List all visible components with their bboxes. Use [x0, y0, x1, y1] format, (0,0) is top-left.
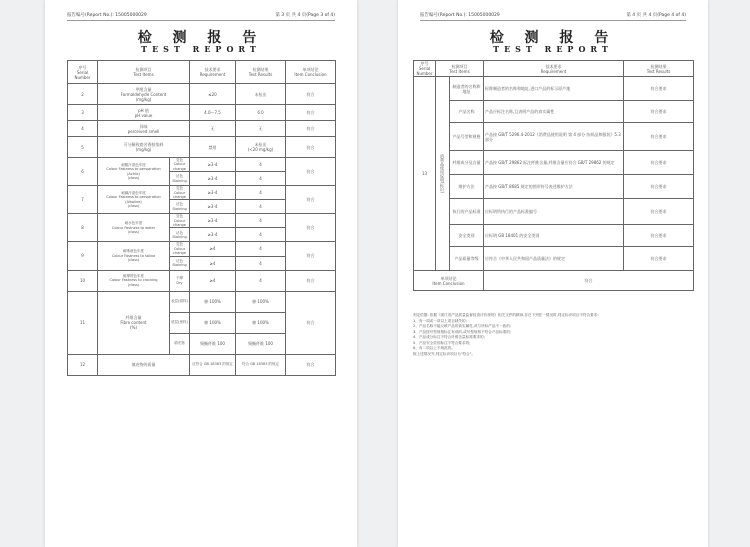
- note-line: 2、产品名称不能反映产品的真实属性,或与所标产品不一致的;: [413, 324, 512, 329]
- col-serial: 序号 Serial Number: [68, 61, 98, 84]
- conclusion-label: 单项结论 Item Conclusion: [414, 271, 484, 291]
- page-header: [67, 12, 335, 21]
- note-line: 6、有二项以上不规范的。: [413, 346, 455, 351]
- col-results: 检测结果 Test Results: [236, 61, 286, 84]
- report-title-en: TEST REPORT: [493, 44, 613, 54]
- report-title-en: TEST REPORT: [141, 44, 261, 54]
- table-row: 填充物 聚酯纤维 100 聚酯纤维 100: [68, 333, 336, 354]
- table-row: 12 填充物的质量 应符合 GB 18383 的规定 符合 GB 18383 的规定 符合: [68, 354, 336, 375]
- conclusion-value: 符合: [484, 271, 694, 291]
- page-header: [420, 12, 686, 21]
- table-row: 2 甲醛含量 Formaldehyde Content (mg/kg) ≤20 未检出 符合: [68, 84, 336, 105]
- note-line: 判定依据: 依据《浙江省产品质量监督检查评价规则》相关文件的精神,存在下列任一情况时,判定标识项目不符合要求:: [413, 313, 599, 317]
- table-row: 产品号型和规格 产品按 GB/T 5296.4-2012《消费品使用说明 第 4 部分 纺织品和服装》5.3 部分 符合要求: [414, 123, 694, 151]
- note-line: 除上述情况外,判定标识项目为"符合"。: [413, 351, 475, 356]
- col-test-items: 检测项目 Test Items: [98, 61, 190, 84]
- report-page-4: [398, 0, 708, 547]
- col-test-items: 检测项目 Test Items: [436, 61, 484, 77]
- table-row: 沾色 Staining ≥3-4 4: [68, 200, 336, 214]
- col-conclusion: 单项结论 Item Conclusion: [286, 61, 336, 84]
- judgement-notes: [413, 313, 693, 358]
- note-line: 1、有一项或一项以上项目缺失的;: [413, 318, 467, 323]
- table-row: 4 异味 perceived smell 无 无 符合: [68, 121, 336, 137]
- table-row: 执行的产品标准 应标明所执行的产品标准编号 符合要求: [414, 199, 694, 225]
- table-row: 6 耐酸汗渍色牢度 Colour Fastness to perspiration (Acidic) (class) 变色 Colour change ≥3-4 4 符合: [68, 158, 336, 172]
- table-row: 底层(里料) 棉 100% 棉 100%: [68, 312, 336, 333]
- table-row: 产品质量等级 应符合《中华人民共和国产品质量法》的规定 符合要求: [414, 247, 694, 271]
- page-indicator: 第 3 页 共 4 页(Page 3 of 4): [275, 13, 335, 18]
- col-serial: 序号 Serial Number: [414, 61, 436, 77]
- table-row: 安全类别 应标明 GB 18401 的安全类别 符合要求: [414, 225, 694, 247]
- note-line: 5、产品安全类别标注不符合要求的;: [413, 340, 471, 345]
- test-results-table: [67, 60, 336, 376]
- table-row: 沾色 Staining ≥3-4 4: [68, 172, 336, 186]
- labeling-table: [413, 60, 694, 291]
- table-header-row: [414, 61, 694, 77]
- table-row: 5 可分解致癌芳香胺染料 (mg/kg) 禁用 未检出 (<20 mg/kg) 符合: [68, 137, 336, 158]
- table-row: 8 耐水色牢度 Colour Fastness to water (class) 变色 Colour change ≥3-4 4 符合: [68, 214, 336, 228]
- col-requirement: 技术要求 Requirement: [190, 61, 236, 84]
- table-row: 9 耐唾液色牢度 Colour Fastness to saliva (class) 变色 Colour change ≥4 4 符合: [68, 242, 336, 256]
- table-row: 维护方法 产品按 GB/T 8685 规定的图形符号表述维护方法 符合要求: [414, 175, 694, 199]
- report-number: 报告编号(Report No.): 15005000029: [420, 13, 500, 18]
- table-header-row: [68, 61, 336, 84]
- table-row: 沾色 Staining ≥3-4 4: [68, 228, 336, 242]
- report-title-cn: 检 测 报 告: [489, 30, 617, 46]
- table-row: 产品名称 产品应标注名称,且表明产品的真实属性 符合要求: [414, 101, 694, 123]
- col-results: 检测结果 Test Results: [624, 61, 694, 77]
- table-row: 13 消费品使用说明(标识) 制造者的名称和地址 标称制造者的名称和地址,进口产品的标示原产地 符合要求: [414, 77, 694, 101]
- col-requirement: 技术要求 Requirement: [484, 61, 624, 77]
- table-row: 7 耐碱汗渍色牢度 Colour Fastness to perspiration (Alkaline) (class) 变色 Colour change ≥3-4 4 符合: [68, 186, 336, 200]
- serial-number: 13: [414, 77, 436, 271]
- conclusion-row: [414, 271, 694, 291]
- table-row: 10 耐摩擦色牢度 Colour Fastness to crocking (class) 干摩 Dry ≥4 4 符合: [68, 270, 336, 291]
- table-row: 纤维成分及含量 产品按 GB/T 29862 标注纤维含量,纤维含量应符合 GB/T 29862 的规定 符合要求: [414, 151, 694, 175]
- table-row: 沾色 Staining ≥4 4: [68, 256, 336, 270]
- page-indicator: 第 4 页 共 4 页(Page 4 of 4): [626, 13, 686, 18]
- report-title-cn: 检 测 报 告: [137, 30, 265, 46]
- table-row: 11 纤维含量 Fibre content (%) 表层(面料) 棉 100% 棉 100% 符合: [68, 291, 336, 312]
- group-label: 消费品使用说明(标识): [436, 77, 450, 271]
- report-number: 报告编号(Report No.): 15005000029: [67, 13, 147, 18]
- table-row: 3 pH 值 pH value 4.0～7.5 6.0 符合: [68, 105, 336, 121]
- report-page-3: [45, 0, 357, 547]
- note-line: 4、产品成分标注不符合纤维含量标准要求的;: [413, 335, 485, 340]
- note-line: 3、产品按号型规格标注有误的,或号型规格不符合产品标准的;: [413, 329, 512, 334]
